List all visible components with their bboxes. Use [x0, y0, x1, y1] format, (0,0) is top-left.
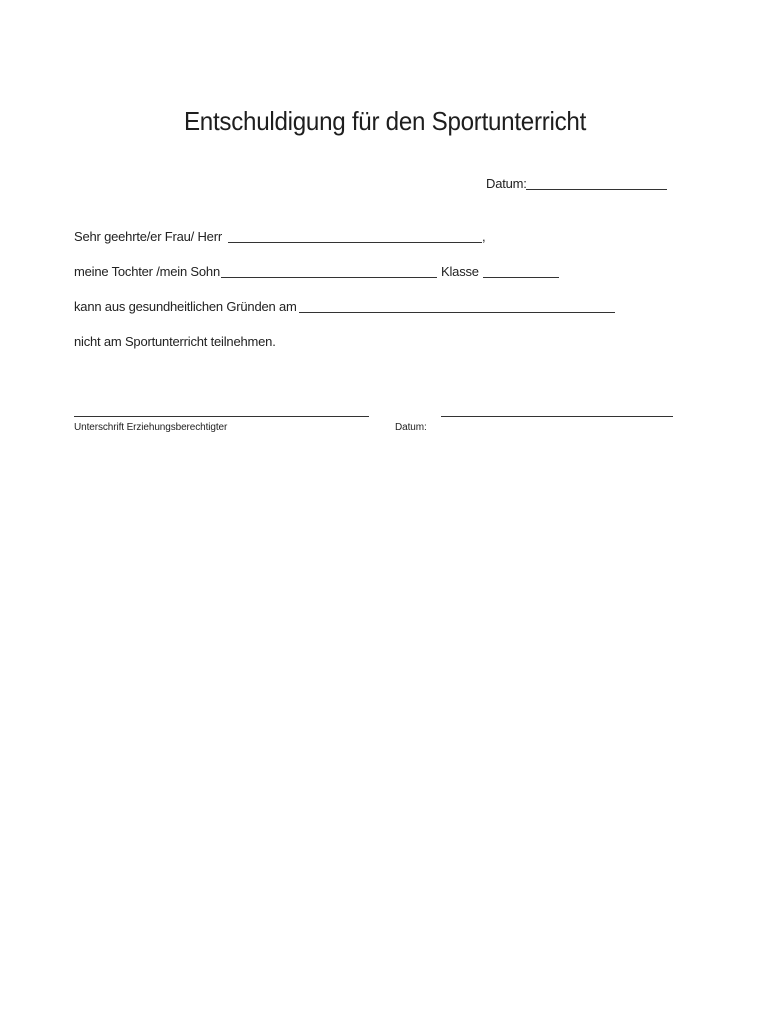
class-field[interactable] [483, 277, 559, 278]
child-name-field[interactable] [221, 277, 437, 278]
class-label: Klasse [441, 264, 479, 279]
recipient-name-field[interactable] [228, 242, 482, 243]
signature-label: Unterschrift Erziehungsberechtigter [74, 422, 228, 433]
document-title: Entschuldigung für den Sportunterricht [183, 106, 587, 136]
date-field[interactable] [526, 189, 667, 190]
reason-label: kann aus gesundheitlichen Gründen am [74, 299, 297, 314]
salutation-comma: , [482, 229, 486, 244]
child-label: meine Tochter /mein Sohn [74, 264, 220, 279]
signature-date-field[interactable] [441, 416, 673, 417]
closing-text: nicht am Sportunterricht teilnehmen. [74, 334, 276, 349]
salutation-label: Sehr geehrte/er Frau/ Herr [74, 229, 222, 244]
absence-date-field[interactable] [299, 312, 615, 313]
date-label: Datum: [486, 176, 527, 191]
signature-date-label: Datum: [395, 422, 427, 433]
signature-field[interactable] [74, 416, 369, 417]
